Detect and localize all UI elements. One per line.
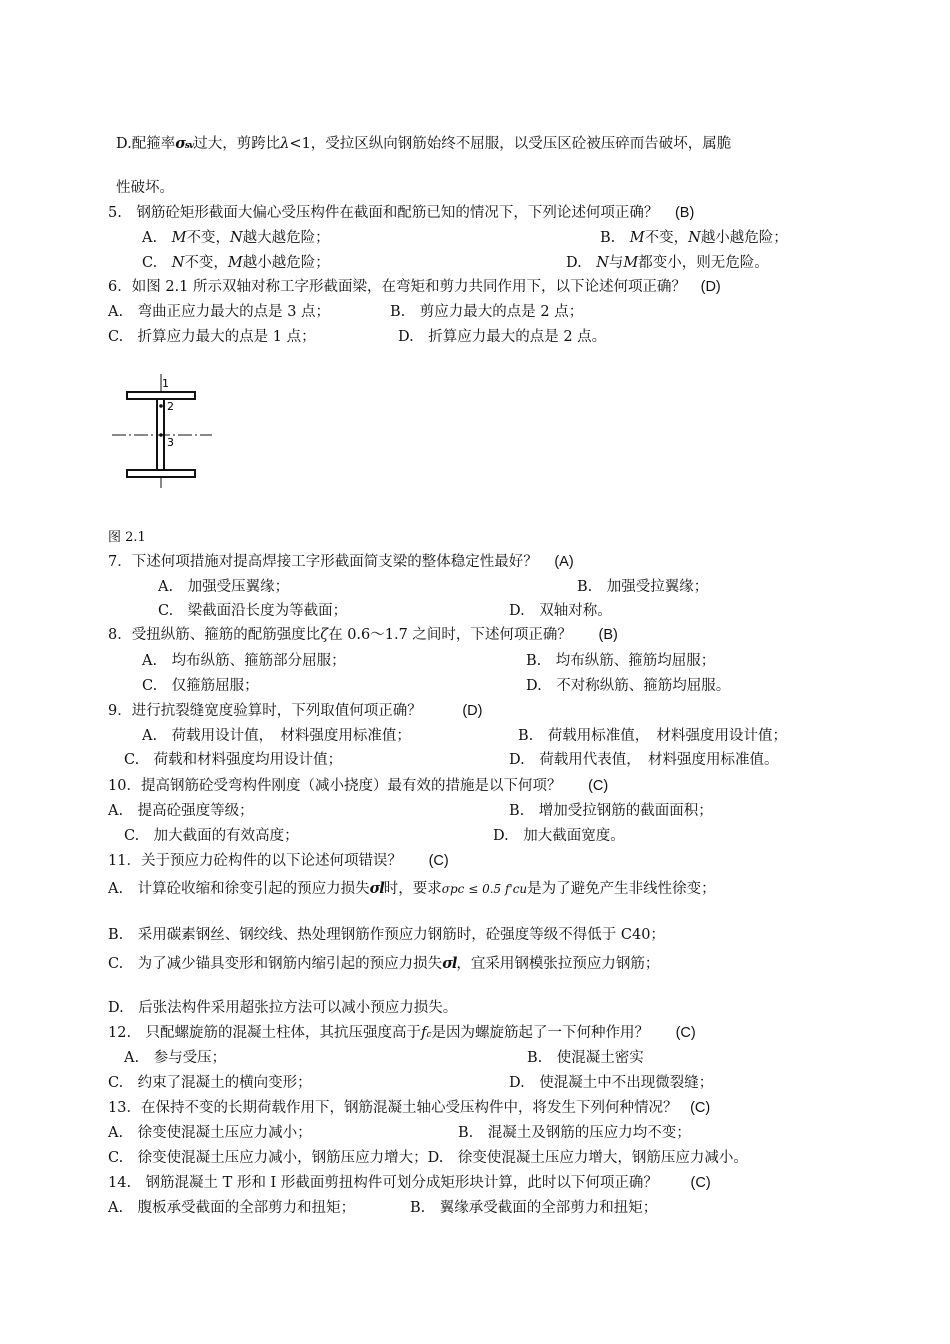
q13-answer: (C): [690, 1100, 711, 1116]
q11-option-a: [108, 879, 716, 899]
q14-answer: (C): [690, 1175, 711, 1191]
sigma-pc-condition: σpc ≤ 0.5 f'cu: [441, 882, 528, 896]
q10-option-b: B. 增加受拉钢筋的截面面积；: [509, 803, 713, 819]
fc-subscript: c: [426, 1030, 432, 1040]
lambda-symbol: λ: [280, 136, 290, 152]
option-label: A.: [142, 230, 158, 246]
zeta-symbol: ζ: [320, 627, 329, 643]
q13-text: 13．在保持不变的长期荷载作用下，钢筋混凝土轴心受压构件中，将发生下列何种情况？: [108, 1100, 678, 1116]
variable-m: M: [227, 255, 243, 271]
q11-a-prefix: A. 计算砼收缩和徐变引起的预应力损失: [108, 881, 370, 897]
option-text: 越小越危险；: [242, 255, 330, 271]
q13-stem: [108, 1098, 710, 1118]
option-text: 不变，: [644, 230, 689, 246]
q9-option-d: D. 荷载用代表值， 材料强度用标准值。: [509, 752, 779, 768]
q10-option-d: D. 加大截面宽度。: [493, 828, 625, 844]
variable-n: N: [688, 230, 701, 246]
variable-m: M: [623, 255, 639, 271]
variable-m: M: [171, 230, 187, 246]
q8-answer: (B): [598, 627, 618, 643]
q5-option-d: [566, 253, 769, 273]
point-3-label: 3: [167, 436, 174, 449]
point-3-marker: [159, 433, 163, 437]
q7-option-d: D. 双轴对称。: [509, 603, 612, 619]
sigma-l-symbol: σl: [369, 880, 384, 897]
q14-option-a: A. 腹板承受截面的全部剪力和扭矩；: [108, 1200, 356, 1216]
q11-text: 11．关于预应力砼构件的以下论述何项错误？: [108, 853, 402, 869]
q7-option-c: C. 梁截面沿长度为等截面；: [158, 603, 348, 619]
q13-option-cd: C. 徐变使混凝土压应力减小，钢筋压应力增大；D. 徐变使混凝土压应力增大，钢筋压应力减小。: [108, 1150, 748, 1166]
variable-n: N: [596, 255, 609, 271]
q11-c-suffix: ，宜采用钢模张拉预应力钢筋；: [456, 956, 660, 972]
q10-option-a: A. 提高砼强度等级；: [108, 803, 254, 819]
bottom-flange: [127, 470, 195, 477]
q5-answer: (B): [674, 205, 695, 221]
q12-option-d: D. 使混凝土中不出现微裂缝；: [509, 1075, 714, 1091]
q12-option-a: A. 参与受压；: [124, 1050, 227, 1066]
i-section-figure: [108, 370, 218, 490]
q6-text: 6．如图 2.1 所示双轴对称工字形截面梁，在弯矩和剪力共同作用下，以下论述何项正确？: [108, 279, 686, 295]
q12-option-b: B. 使混凝土密实: [527, 1050, 644, 1066]
option-text: 都变小，则无危险。: [638, 255, 769, 271]
variable-n: N: [229, 230, 243, 246]
q4-d-suffix: <1，受拉区纵向钢筋始终不屈服，以受压区砼被压碎而告破坏，属脆: [289, 136, 732, 152]
q12-answer: (C): [675, 1025, 696, 1041]
q11-stem: [108, 851, 449, 871]
option-text: 越大越危险；: [242, 230, 330, 246]
option-label: C.: [142, 255, 158, 271]
q5-stem: [108, 203, 694, 223]
q12-stem: [108, 1023, 696, 1045]
q7-answer: (A): [554, 554, 574, 570]
q12-text-prefix: 12. 只配螺旋筋的混凝土柱体，其抗压强度高于: [108, 1025, 422, 1041]
q11-option-c: [108, 954, 659, 974]
q9-option-b: B. 荷载用标准值， 材料强度用设计值；: [518, 728, 788, 744]
q13-option-a: A. 徐变使混凝土压应力减小；: [108, 1125, 312, 1141]
rho-symbol: σ: [175, 135, 185, 152]
option-text: 不变，: [186, 230, 230, 246]
fc-symbol: f: [421, 1025, 427, 1041]
variable-m: M: [629, 230, 645, 246]
q4-option-d-line1: [116, 134, 731, 156]
q14-text: 14. 钢筋混凝土 T 形和 I 形截面剪扭构件可划分成矩形块计算，此时以下何项正确？: [108, 1175, 658, 1191]
top-flange: [127, 392, 195, 399]
q6-answer: (D): [700, 279, 721, 295]
sigma-l-symbol: σl: [442, 955, 457, 972]
q4-d-prefix: D.配箍率: [116, 136, 176, 152]
q7-option-a: A. 加强受压翼缘；: [158, 579, 290, 595]
q11-a-middle: 时，要求: [383, 881, 442, 897]
q5-option-c: [142, 253, 330, 273]
q10-text: 10．提高钢筋砼受弯构件刚度（减小挠度）最有效的措施是以下何项？: [108, 778, 562, 794]
q6-option-b: B. 剪应力最大的点是 2 点；: [390, 304, 584, 320]
figure-caption: 图 2.1: [108, 530, 146, 545]
q6-option-d: D. 折算应力最大的点是 2 点。: [398, 329, 607, 345]
option-text: 不变，: [184, 255, 228, 271]
option-text: 越小越危险；: [700, 230, 788, 246]
point-1-label: 1: [162, 377, 169, 390]
q11-c-prefix: C. 为了减少锚具变形和钢筋内缩引起的预应力损失: [108, 956, 443, 972]
rho-subscript: sv: [184, 141, 194, 151]
option-label: B.: [600, 230, 616, 246]
q9-option-c: C. 荷载和材料强度均用设计值；: [124, 752, 343, 768]
q4-d-middle: 过大，剪跨比: [193, 136, 281, 152]
q7-option-b: B. 加强受拉翼缘；: [577, 579, 709, 595]
q12-option-c: C. 约束了混凝土的横向变形；: [108, 1075, 312, 1091]
q5-option-b: [600, 228, 788, 248]
q6-stem: [108, 277, 721, 297]
q6-option-c: C. 折算应力最大的点是 1 点；: [108, 329, 316, 345]
q9-answer: (D): [462, 703, 483, 719]
q12-text-suffix: 是因为螺旋筋起了一下何种作用？: [431, 1025, 649, 1041]
variable-n: N: [171, 255, 185, 271]
point-2-marker: [159, 404, 163, 408]
q8-option-b: B. 均布纵筋、箍筋均屈服；: [526, 653, 716, 669]
point-2-label: 2: [167, 400, 174, 413]
q5-option-a: [142, 228, 330, 248]
q10-option-c: C. 加大截面的有效高度；: [124, 828, 299, 844]
q11-option-b: B. 采用碳素钢丝、钢绞线、热处理钢筋作预应力钢筋时，砼强度等级不得低于 C40；: [108, 927, 665, 943]
q8-stem: [108, 625, 618, 645]
q7-text: 7．下述何项措施对提高焊接工字形截面简支梁的整体稳定性最好？: [108, 554, 538, 570]
q8-option-a: A. 均布纵筋、箍筋部分屈服；: [142, 653, 346, 669]
q9-text: 9．进行抗裂缝宽度验算时，下列取值何项正确？: [108, 703, 422, 719]
q7-stem: [108, 552, 574, 572]
q4-option-d-line2: 性破坏。: [116, 180, 174, 196]
q11-option-d: D. 后张法构件采用超张拉方法可以减小预应力损失。: [108, 1000, 458, 1016]
q11-answer: (C): [428, 853, 449, 869]
q9-option-a: A. 荷载用设计值， 材料强度用标准值；: [142, 728, 411, 744]
q14-option-b: B. 翼缘承受截面的全部剪力和扭矩；: [410, 1200, 658, 1216]
q10-stem: [108, 776, 608, 796]
option-text: 与: [608, 255, 624, 271]
q11-a-suffix: 是为了避免产生非线性徐变；: [527, 881, 716, 897]
q5-text: 5. 钢筋砼矩形截面大偏心受压构件在截面和配筋已知的情况下，下列论述何项正确？: [108, 205, 659, 221]
q14-stem: [108, 1173, 711, 1193]
q8-option-d: D. 不对称纵筋、箍筋均屈服。: [526, 678, 731, 694]
q10-answer: (C): [588, 778, 609, 794]
q9-stem: [108, 701, 482, 721]
option-label: D.: [566, 255, 582, 271]
q13-option-b: B. 混凝土及钢筋的压应力均不变；: [458, 1125, 691, 1141]
q6-option-a: A. 弯曲正应力最大的点是 3 点；: [108, 304, 331, 320]
q8-text-suffix: 在 0.6～1.7 之间时，下述何项正确？: [328, 627, 572, 643]
q8-text-prefix: 8．受扭纵筋、箍筋的配筋强度比: [108, 627, 321, 643]
q8-option-c: C. 仅箍筋屈服；: [142, 678, 259, 694]
